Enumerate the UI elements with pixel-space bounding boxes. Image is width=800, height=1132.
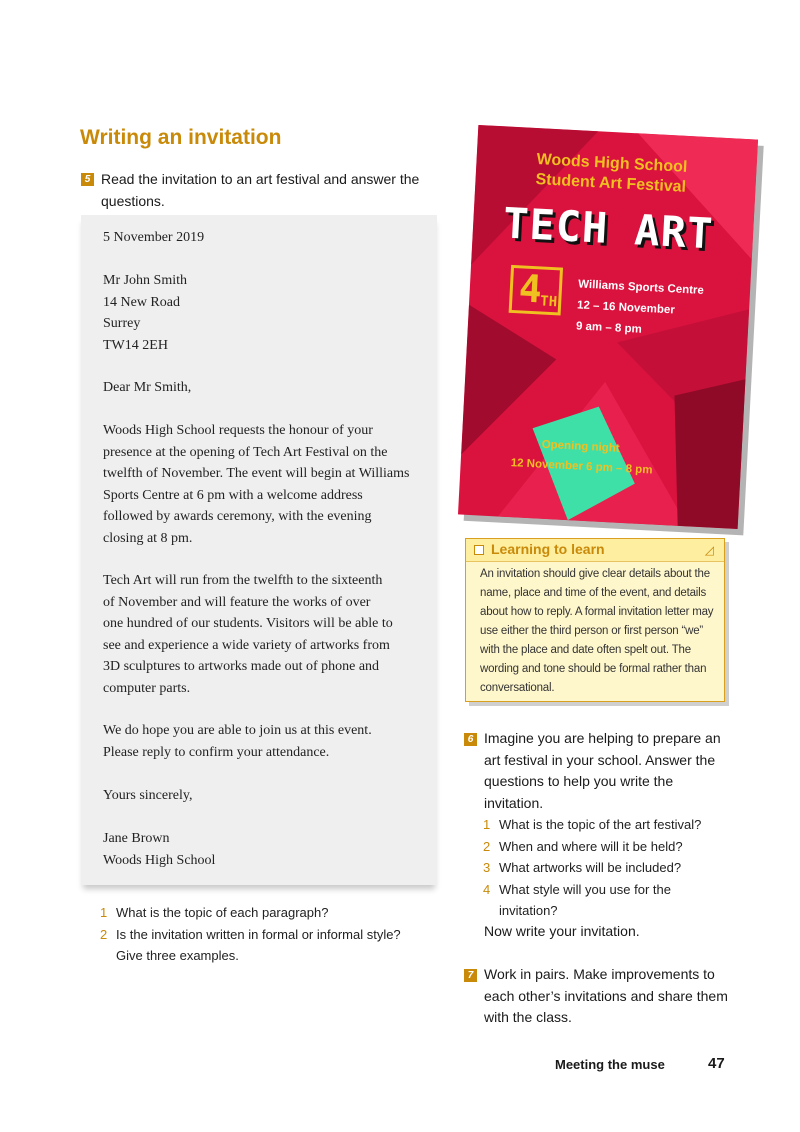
task-6-closing: Now write your invitation.: [484, 923, 640, 939]
letter-date: 5 November 2019: [103, 230, 205, 245]
learning-to-learn-box: [465, 538, 725, 702]
task-7-instruction: Work in pairs. Make improvements to each other’s invitations and share them with the class.: [484, 966, 728, 1025]
learning-title: Learning to learn: [491, 541, 605, 557]
poster-venue-details: Williams Sports Centre 12 – 16 November 9 am – 8 pm: [575, 278, 705, 336]
task-6-instruction: Imagine you are helping to prepare an art festival in your school. Answer the questions to help you write the invitation.: [484, 730, 721, 811]
task-5-questions: [100, 902, 430, 967]
list-item: 1 What is the topic of the art festival?: [483, 817, 702, 832]
poster-opening-label: Opening night: [541, 438, 620, 455]
festival-poster: [460, 128, 770, 528]
letter-paragraph-1: Woods High School requests the honour of your presence at the opening of Tech Art Festival on the twelfth of November. The event will begin at Williams Sports Centre at 6 pm with a welcome address followed by awards ceremony, with the evening closing at 8 pm.: [103, 423, 410, 546]
task-6-number: 6: [464, 733, 477, 746]
checkbox-icon: [474, 545, 484, 555]
list-item: 2 Is the invitation written in formal or informal style? Give three examples.: [100, 926, 401, 963]
poster-ordinal-badge: 4 TH: [509, 265, 563, 316]
poster-headline: TECH ART: [502, 198, 715, 259]
list-item: 3 What artworks will be included?: [483, 860, 682, 875]
task-5-instruction: Read the invitation to an art festival and answer the questions.: [101, 171, 420, 209]
poster-school-name: Woods High School Student Art Festival: [535, 151, 688, 196]
task-6-questions: [483, 814, 733, 922]
letter-closing: Yours sincerely,: [103, 788, 193, 803]
letter-paragraph-3: We do hope you are able to join us at this event. Please reply to confirm your attendance.: [103, 723, 372, 760]
list-item: 1 What is the topic of each paragraph?: [100, 905, 329, 920]
learning-body: An invitation should give clear details about the name, place and time of the event, and details about how to reply. A formal invitation letter may use either the third person or first person “we” with the place and date often spelt out. The wording and tone should be formal rather than conversational.: [480, 568, 714, 694]
letter-salutation: Dear Mr Smith,: [103, 380, 192, 395]
letter-address: Mr John Smith 14 New Road Surrey TW14 2EH: [103, 273, 188, 353]
invitation-letter: [81, 215, 437, 885]
list-item: 4 What style will you use for the invitation?: [483, 881, 671, 918]
section-title: Writing an invitation: [80, 126, 282, 149]
poster-image: [458, 125, 758, 529]
letter-signature: Jane Brown Woods High School: [103, 831, 216, 868]
task-7-number: 7: [464, 969, 477, 982]
letter-paragraph-2: Tech Art will run from the twelfth to the sixteenth of November and will feature the works of over one hundred of our students. Visitors will be able to see and experience a wide variety of artworks from 3D sculptures to artworks made out of phone and computer parts.: [103, 573, 393, 696]
task-5-number: 5: [81, 173, 94, 186]
learning-header: [466, 539, 724, 562]
poster-opening-date: 12 November 6 pm – 8 pm: [510, 457, 653, 477]
corner-triangle-icon: ◿: [704, 543, 714, 557]
footer-unit-title: Meeting the muse: [555, 1057, 665, 1072]
page-number: 47: [708, 1055, 725, 1072]
list-item: 2 When and where will it be held?: [483, 838, 683, 854]
